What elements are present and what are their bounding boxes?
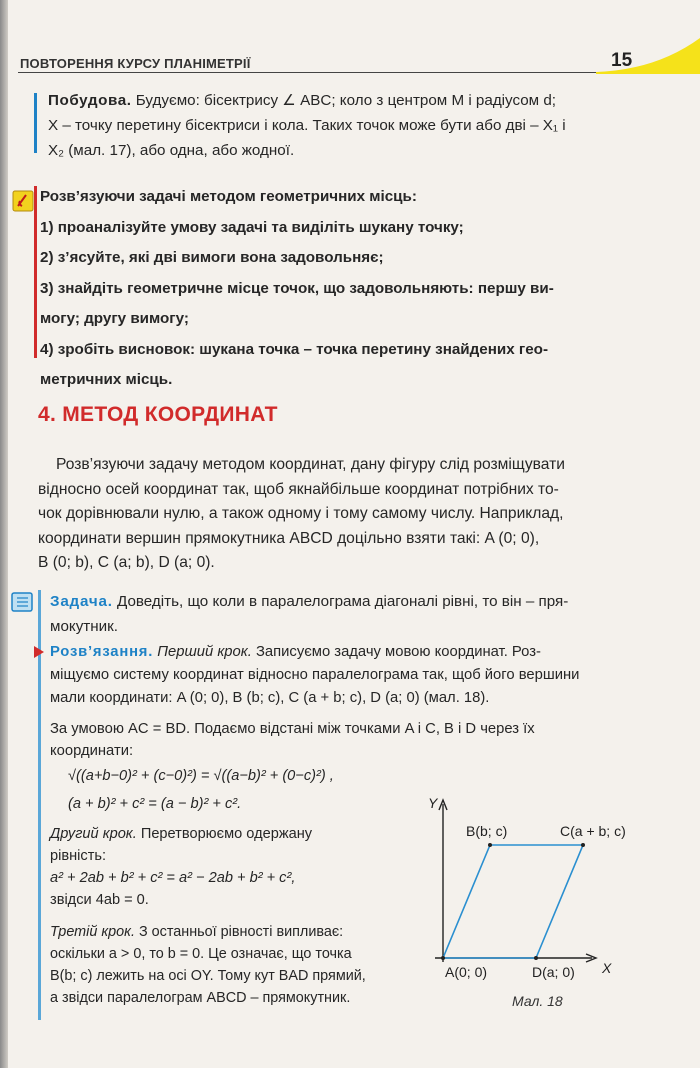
- step3-line: оскільки a > 0, то b = 0. Це означає, що точка: [50, 946, 352, 962]
- step3-line: З останньої рівності випливає:: [138, 924, 344, 940]
- label-c: C(a + b; c): [560, 823, 626, 839]
- book-icon: [10, 590, 36, 614]
- step2-line: звідси 4ab = 0.: [50, 892, 149, 908]
- header-rule: [18, 72, 596, 73]
- solution-block: [50, 641, 650, 710]
- paragraph-line: координати вершин прямокутника ABCD доцільно взяти такі: A (0; 0),: [38, 529, 540, 547]
- step2-line: рівність:: [50, 848, 107, 864]
- step2-line: a² + 2ab + b² + c² = a² − 2ab + b² + c²,: [50, 870, 296, 886]
- label-b: B(b; c): [466, 823, 508, 839]
- formula-squared-equality: (a + b)² + c² = (a − b)² + c².: [68, 796, 242, 812]
- condition-block: [50, 718, 650, 762]
- method-step: 2) з’ясуйте, які дві вимоги вона задовольняє;: [40, 249, 384, 266]
- method-intro: Розв’язуючи задачі методом геометричних місць:: [40, 188, 417, 205]
- problem-label: Задача.: [50, 593, 113, 610]
- figure-parallelogram: [410, 790, 670, 990]
- construction-block: [48, 88, 648, 163]
- point-a: [441, 956, 445, 960]
- paragraph-line: Розв’язуючи задачу методом координат, дану фігуру слід розміщувати: [56, 456, 565, 473]
- step3-block: [50, 921, 420, 1009]
- paragraph-line: B (0; b), C (a; b), D (a; 0).: [38, 554, 215, 571]
- page-number: 15: [611, 50, 633, 71]
- section-title: 4. МЕТОД КООРДИНАТ: [38, 403, 278, 426]
- paragraph-line: відносно осей координат так, щоб якнайбільше координат потрібних то-: [38, 480, 559, 498]
- label-d: D(a; 0): [532, 964, 575, 980]
- point-b: [488, 843, 492, 847]
- formula-distance-equality: √((a+b−0)² + (c−0)²) = √((a−b)² + (0−c)²) ,: [68, 768, 334, 784]
- method-step: могу; другу вимогу;: [40, 310, 189, 327]
- method-step: 1) проаналізуйте умову задачі та виділіть шукану точку;: [40, 218, 464, 236]
- running-header: ПОВТОРЕННЯ КУРСУ ПЛАНІМЕТРІЇ: [20, 56, 251, 71]
- note-icon: [12, 190, 34, 212]
- point-c: [581, 843, 585, 847]
- paragraph-line: чок дорівнювали нулю, а також одному і тому самому числу. Наприклад,: [38, 505, 564, 522]
- construction-line-3: X₂ (мал. 17), або одна, або жодної.: [48, 142, 295, 159]
- solution-label: Розв’язання.: [50, 644, 154, 660]
- step3-line: B(b; c) лежить на осі OY. Тому кут BAD прямий,: [50, 968, 366, 984]
- condition-line: координати:: [50, 743, 134, 759]
- step2-line: Перетворюємо одержану: [140, 826, 313, 842]
- y-axis-label: Y: [428, 795, 438, 811]
- method-bar: [34, 186, 37, 358]
- condition-line: За умовою AC = BD. Подаємо відстані між точками A і C, B і D через їх: [50, 721, 535, 737]
- method-steps: [40, 182, 655, 396]
- problem-line-1: Доведіть, що коли в паралелограма діагоналі рівні, то він – пря-: [117, 593, 569, 610]
- page-binding-shadow: [0, 0, 8, 1068]
- step2-block: [50, 823, 410, 911]
- construction-label: Побудова.: [48, 92, 132, 109]
- method-step: метричних місць.: [40, 371, 173, 388]
- method-step: 3) знайдіть геометричне місце точок, що задовольняють: першу ви-: [40, 279, 554, 297]
- method-step: 4) зробіть висновок: шукана точка – точка перетину знайдених гео-: [40, 340, 549, 358]
- yellow-corner-accent: [596, 38, 700, 74]
- solution-line: Записуємо задачу мовою координат. Роз-: [255, 644, 541, 660]
- construction-line-2: X – точку перетину бісектриси і кола. Таких точок може бути або дві – X₁ і: [48, 117, 566, 134]
- arrow-marker-icon: [32, 645, 46, 659]
- step3-line: а звідси паралелограм ABCD – прямокутник.: [50, 990, 351, 1006]
- construction-bar: [34, 93, 37, 153]
- x-axis-label: X: [602, 960, 612, 976]
- problem-line-2: мокутник.: [50, 618, 118, 635]
- construction-line-1: Будуємо: бісектрису ∠ ABC; коло з центром M і радіусом d;: [135, 92, 557, 109]
- solution-line: мали координати: A (0; 0), B (b; c), C (a + b; c), D (a; 0) (мал. 18).: [50, 690, 490, 706]
- point-d: [534, 956, 538, 960]
- step1-label: Перший крок.: [157, 644, 252, 660]
- step3-label: Третій крок.: [50, 924, 135, 940]
- step2-label: Другий крок.: [50, 826, 137, 842]
- section-paragraph: [38, 453, 668, 576]
- problem-block: [50, 589, 680, 639]
- parallelogram-shape: [443, 845, 583, 958]
- label-a: A(0; 0): [445, 964, 488, 980]
- solution-line: міщуємо систему координат відносно паралелограма так, щоб його вершини: [50, 667, 580, 683]
- figure-caption: Мал. 18: [512, 993, 563, 1009]
